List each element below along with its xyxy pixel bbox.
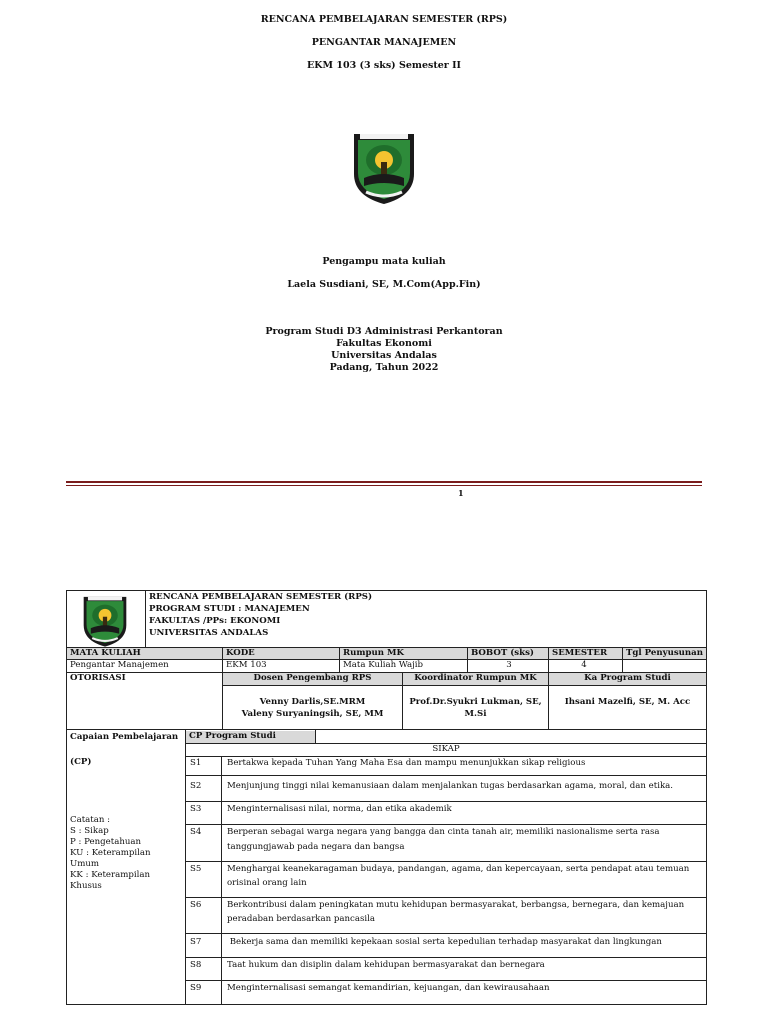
note-pengetahuan: P : Pengetahuan (70, 837, 142, 847)
col-bobot: BOBOT (sks) (471, 648, 534, 658)
header-title: RENCANA PEMBELAJARAN SEMESTER (RPS) (149, 592, 373, 602)
sikap-text: orisinal orang lain (227, 878, 307, 888)
cp-label: Capaian Pembelajaran (70, 732, 179, 742)
sikap-text: Menghargai keanekaragaman budaya, pandangan, agama, dan kepercayaan, serta pendapat atau temuan (227, 864, 690, 874)
place-year: Padang, Tahun 2022 (329, 362, 439, 373)
lecturer-heading: Pengampu mata kuliah (322, 256, 446, 267)
cp-program-heading: CP Program Studi (189, 731, 276, 741)
sikap-code: S5 (190, 864, 202, 874)
cp-abbr: (CP) (70, 757, 92, 767)
dosen-heading: Dosen Pengembang RPS (253, 673, 372, 683)
page-footer-rule (66, 481, 702, 486)
note-kk: KK : Keterampilan (70, 870, 151, 880)
col-semester: SEMESTER (552, 648, 608, 658)
sikap-text: tanggungjawab pada negara dan bangsa (227, 842, 405, 852)
sikap-code: S1 (190, 758, 202, 768)
header-program: PROGRAM STUDI : MANAJEMEN (149, 604, 310, 614)
koordinator-name-1: Prof.Dr.Syukri Lukman, SE, (409, 697, 542, 707)
sikap-code: S2 (190, 781, 202, 791)
dosen-name-2: Valeny Suryaningsih, SE, MM (241, 709, 384, 719)
sikap-code: S8 (190, 960, 202, 970)
university-logo-small (80, 594, 130, 648)
sikap-text: peradaban berdasarkan pancasila (227, 914, 376, 924)
kaprodi-heading: Ka Program Studi (584, 673, 671, 683)
university-name: Universitas Andalas (331, 350, 437, 361)
otorisasi-label: OTORISASI (70, 673, 126, 683)
note-kk-2: Khusus (70, 881, 102, 891)
cover-title: RENCANA PEMBELAJARAN SEMESTER (RPS) (260, 14, 508, 25)
col-kode: KODE (226, 648, 255, 658)
faculty-name: Fakultas Ekonomi (336, 338, 432, 349)
val-rumpun: Mata Kuliah Wajib (343, 660, 424, 670)
sikap-code: S4 (190, 827, 202, 837)
header-faculty: FAKULTAS /PPs: EKONOMI (149, 616, 281, 626)
lecturer-name: Laela Susdiani, SE, M.Com(App.Fin) (287, 279, 481, 290)
sikap-text: Bekerja sama dan memiliki kepekaan sosial serta kepedulian terhadap masyarakat dan lingkungan (227, 937, 662, 947)
val-kode: EKM 103 (226, 660, 267, 670)
col-mata-kuliah: MATA KULIAH (70, 648, 141, 658)
sikap-text: Menjunjung tinggi nilai kemanusiaan dalam menjalankan tugas berdasarkan agama, moral, dan etika. (227, 781, 674, 791)
koordinator-name-2: M.Si (464, 709, 487, 719)
sikap-text: Berkontribusi dalam peningkatan mutu kehidupan bermasyarakat, berbangsa, bernegara, dan kemajuan (227, 900, 685, 910)
page-number: 1 (458, 488, 464, 498)
val-mata-kuliah: Pengantar Manajemen (70, 660, 169, 670)
col-rumpun: Rumpun MK (343, 648, 404, 658)
note-sikap: S : Sikap (70, 826, 109, 836)
sikap-code: S3 (190, 804, 202, 814)
program-name: Program Studi D3 Administrasi Perkantoran (265, 326, 503, 337)
rps-table (66, 590, 707, 1005)
cover-course-name: PENGANTAR MANAJEMEN (311, 37, 457, 48)
sikap-text: Taat hukum dan disiplin dalam kehidupan bermasyarakat dan bernegara (227, 960, 545, 970)
header-university: UNIVERSITAS ANDALAS (149, 628, 269, 638)
dosen-name-1: Venny Darlis,SE.MRM (259, 697, 366, 707)
note-ku-2: Umum (70, 859, 100, 869)
col-tgl: Tgl Penyusunan (626, 648, 703, 658)
koordinator-heading: Koordinator Rumpun MK (414, 673, 537, 683)
notes-title: Catatan : (70, 815, 111, 825)
university-logo (350, 130, 418, 206)
sikap-code: S9 (190, 983, 202, 993)
sikap-code: S7 (190, 937, 202, 947)
kaprodi-name: Ihsani Mazelfi, SE, M. Acc (564, 697, 691, 707)
cover-course-code: EKM 103 (3 sks) Semester II (307, 60, 461, 71)
sikap-text: Bertakwa kepada Tuhan Yang Maha Esa dan mampu menunjukkan sikap religious (227, 758, 586, 768)
sikap-heading: SIKAP (432, 744, 460, 754)
val-semester: 4 (581, 660, 587, 670)
sikap-code: S6 (190, 900, 202, 910)
sikap-text: Menginternalisasi semangat kemandirian, kejuangan, dan kewirausahaan (227, 983, 550, 993)
note-ku: KU : Keterampilan (70, 848, 151, 858)
val-bobot: 3 (506, 660, 512, 670)
sikap-text: Menginternalisasi nilai, norma, dan etika akademik (227, 804, 452, 814)
sikap-text: Berperan sebagai warga negara yang bangga dan cinta tanah air, memiliki nasionalisme serta rasa (227, 827, 660, 837)
